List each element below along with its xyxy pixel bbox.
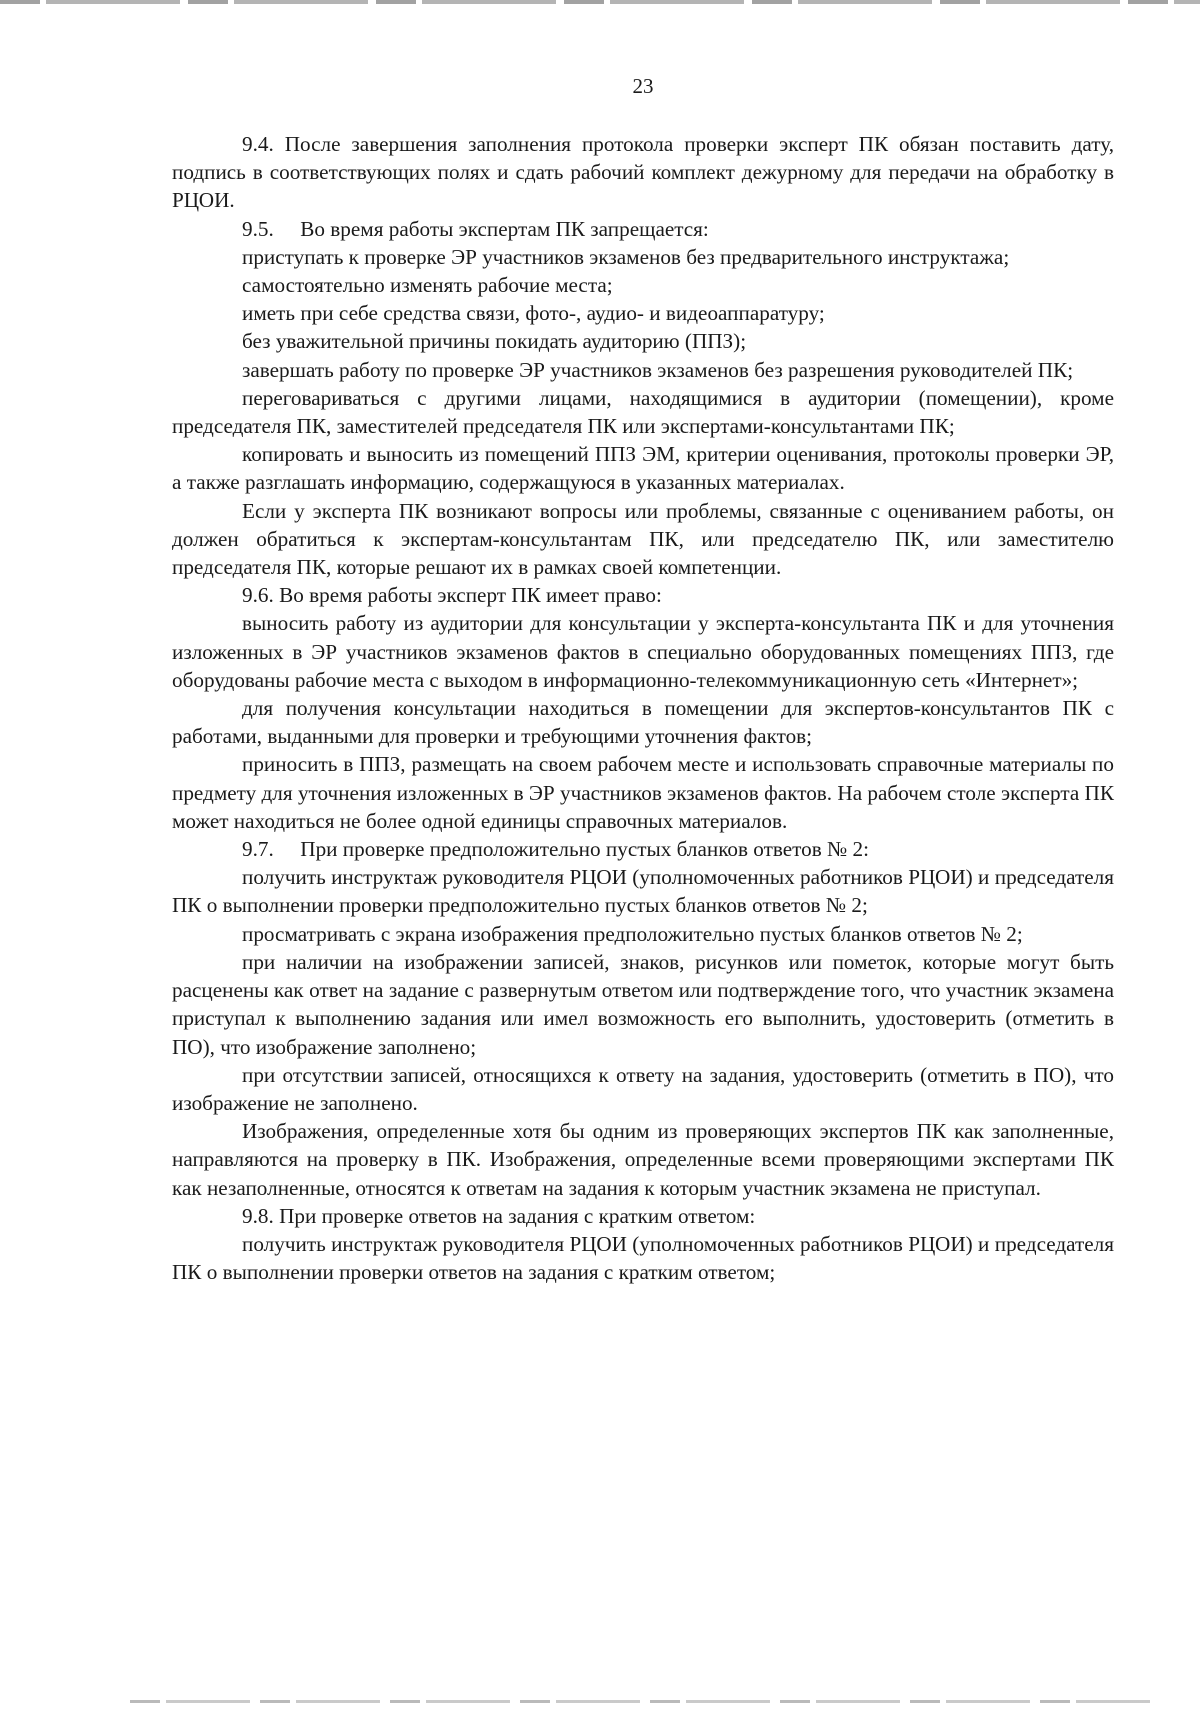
list-item: выносить работу из аудитории для консультации у эксперта-консультанта ПК и для уточнения изложенных в ЭР участников экзаменов фактов в специально оборудованных помещениях ППЗ, где оборудованы рабочие места с выходом в информационно-телекоммуникационную сеть «Интернет»;	[172, 611, 1114, 692]
list-item: копировать и выносить из помещений ППЗ ЭМ, критерии оценивания, протоколы проверки ЭР, а также разглашать информацию, содержащуюся в указанных материалах.	[172, 442, 1114, 495]
scan-edge-top	[0, 0, 1200, 4]
list-item: приступать к проверке ЭР участников экзаменов без предварительного инструктажа;	[242, 244, 1010, 269]
paragraph-9-5: 9.5. Во время работы экспертам ПК запрещается:	[242, 216, 709, 241]
list-item: завершать работу по проверке ЭР участников экзаменов без разрешения руководителей ПК;	[242, 357, 1074, 382]
paragraph-9-6: 9.6. Во время работы эксперт ПК имеет право:	[242, 583, 662, 608]
paragraph: Если у эксперта ПК возникают вопросы или проблемы, связанные с оцениванием работы, он должен обратиться к экспертам-консультантам ПК, или председателю ПК, или заместителю председателя ПК, которые решают их в рамках своей компетенции.	[172, 498, 1114, 580]
list-item: получить инструктаж руководителя РЦОИ (уполномоченных работников РЦОИ) и председателя ПК о выполнении проверки предположительно пустых бланков ответов № 2;	[172, 865, 1114, 918]
list-item: самостоятельно изменять рабочие места;	[242, 273, 613, 298]
list-item: просматривать с экрана изображения предположительно пустых бланков ответов № 2;	[242, 921, 1023, 946]
list-item: для получения консультации находиться в помещении для экспертов-консультантов ПК с работами, выданными для проверки и требующими уточнения фактов;	[172, 696, 1114, 749]
list-item: иметь при себе средства связи, фото-, аудио- и видеоаппаратуру;	[242, 301, 825, 326]
list-item: при отсутствии записей, относящихся к ответу на задания, удостоверить (отметить в ПО), что изображение не заполнено.	[172, 1062, 1114, 1115]
scan-edge-bottom	[130, 1700, 1150, 1703]
list-item: при наличии на изображении записей, знаков, рисунков или пометок, которые могут быть расценены как ответ на задание с развернутым ответом или подтверждение того, что участник экзамена приступал к выполнению задания или имел возможность его выполнить, удостоверить (отметить в ПО), что изображение заполнено;	[172, 949, 1114, 1059]
list-item: переговариваться с другими лицами, находящимися в аудитории (помещении), кроме председателя ПК, заместителей председателя ПК или экспертами-консультантами ПК;	[172, 385, 1114, 439]
paragraph-9-4: 9.4. После завершения заполнения протокола проверки эксперт ПК обязан поставить дату, подпись в соответствующих полях и сдать рабочий комплект дежурному для передачи на обработку в РЦОИ.	[172, 132, 1114, 213]
list-item: приносить в ППЗ, размещать на своем рабочем месте и использовать справочные материалы по предмету для уточнения изложенных в ЭР участников экзаменов фактов. На рабочем столе эксперта ПК может находиться не более одной единицы справочных материалов.	[172, 752, 1114, 833]
paragraph-9-7: 9.7. При проверке предположительно пустых бланков ответов № 2:	[242, 837, 870, 862]
paragraph-9-8: 9.8. При проверке ответов на задания с кратким ответом:	[242, 1203, 756, 1228]
page-number: 23	[632, 74, 654, 98]
list-item: получить инструктаж руководителя РЦОИ (уполномоченных работников РЦОИ) и председателя ПК о выполнении проверки ответов на задания с кратким ответом;	[172, 1231, 1114, 1285]
paragraph: Изображения, определенные хотя бы одним из проверяющих экспертов ПК как заполненные, направляются на проверку в ПК. Изображения, определенные всеми проверяющими экспертами ПК как незаполненные, относятся к ответам на задания к которым участник экзамена не приступал.	[172, 1119, 1114, 1200]
document-body	[172, 130, 1114, 1286]
list-item: без уважительной причины покидать аудиторию (ППЗ);	[242, 329, 747, 354]
